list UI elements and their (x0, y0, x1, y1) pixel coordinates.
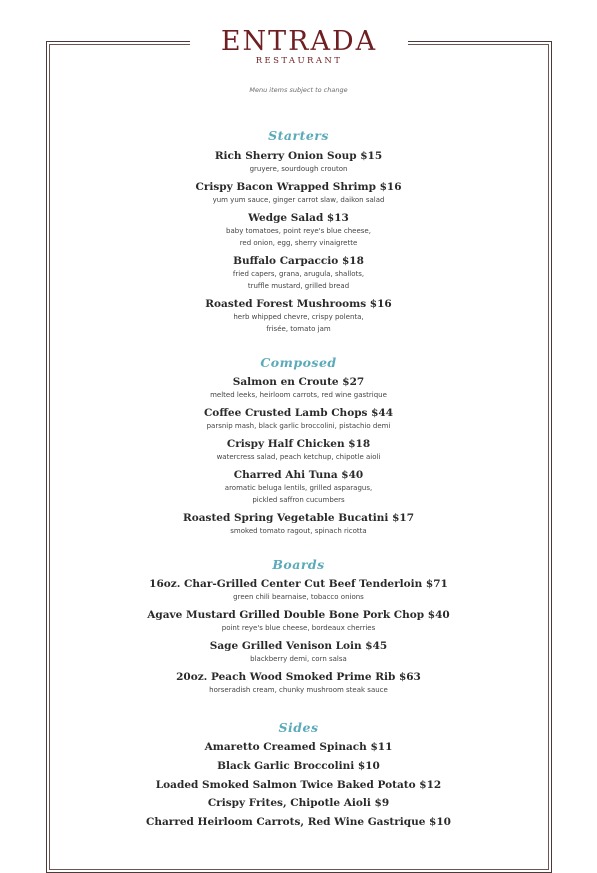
menu-item-description: baby tomatoes, point reye's blue cheese, (226, 227, 371, 235)
menu-item-description: smoked tomato ragout, spinach ricotta (230, 527, 367, 535)
menu-item (60, 212, 537, 249)
menu-item-description: parsnip mash, black garlic broccolini, pistachio demi (206, 422, 391, 430)
restaurant-name: ENTRADA (220, 26, 378, 57)
menu-item-name: Buffalo Carpaccio $18 (233, 255, 364, 267)
menu-item (60, 640, 537, 665)
menu-item (60, 150, 537, 175)
menu-item (60, 512, 537, 537)
menu-item-description: aromatic beluga lentils, grilled asparagus, (224, 484, 373, 492)
menu-item-description: red onion, egg, sherry vinaigrette (239, 239, 358, 247)
menu-item-name: Roasted Spring Vegetable Bucatini $17 (183, 512, 414, 524)
restaurant-logo (190, 24, 408, 72)
menu-item (60, 407, 537, 432)
menu-item-name: Charred Ahi Tuna $40 (233, 469, 364, 481)
menu-item-name: Crispy Bacon Wrapped Shrimp $16 (195, 181, 402, 193)
menu-item-name: Black Garlic Broccolini $10 (217, 760, 380, 772)
menu-item-description: gruyere, sourdough crouton (249, 165, 348, 173)
menu-item-description: truffle mustard, grilled bread (247, 282, 350, 290)
menu-item-description: point reye's blue cheese, bordeaux cherries (221, 624, 376, 632)
menu-item (60, 779, 537, 792)
menu-item (60, 741, 537, 754)
menu-note: Menu items subject to change (249, 86, 348, 94)
menu-item-description: fried capers, grana, arugula, shallots, (232, 270, 365, 278)
menu-item (60, 376, 537, 401)
section-title-composed: Composed (260, 355, 337, 370)
menu-item-name: Coffee Crusted Lamb Chops $44 (203, 407, 394, 419)
menu-item (60, 578, 537, 603)
restaurant-subtitle: RESTAURANT (255, 56, 343, 66)
menu-item-description: herb whipped chevre, crispy polenta, (233, 313, 364, 321)
menu-item-name: Amaretto Creamed Spinach $11 (204, 741, 393, 753)
menu-item-name: Agave Mustard Grilled Double Bone Pork Chop $40 (147, 609, 450, 621)
menu-item-name: Rich Sherry Onion Soup $15 (214, 150, 383, 162)
menu-item-name: Roasted Forest Mushrooms $16 (205, 298, 392, 310)
menu-item (60, 671, 537, 696)
menu-item-description: yum yum sauce, ginger carrot slaw, daikon salad (212, 196, 385, 204)
menu-item-description: green chili bearnaise, tobacco onions (233, 593, 364, 601)
menu-item-name: Crispy Frites, Chipotle Aioli $9 (207, 797, 390, 809)
menu-item (60, 760, 537, 773)
menu-item (60, 181, 537, 206)
menu-item-name: Wedge Salad $13 (248, 212, 349, 224)
section-title-boards: Boards (272, 557, 325, 572)
menu-item-name: Salmon en Croute $27 (232, 376, 365, 388)
menu-item (60, 298, 537, 335)
menu-item-name: Sage Grilled Venison Loin $45 (209, 640, 388, 652)
menu-item-description: horseradish cream, chunky mushroom steak sauce (209, 686, 388, 694)
menu-item-name: Crispy Half Chicken $18 (226, 438, 371, 450)
section-title-starters: Starters (268, 128, 329, 143)
menu-item-name: 16oz. Char-Grilled Center Cut Beef Tenderloin $71 (149, 578, 448, 590)
menu-item (60, 816, 537, 829)
menu-item-description: melted leeks, heirloom carrots, red wine gastrique (210, 391, 387, 399)
section-title-sides: Sides (278, 720, 319, 735)
menu-item-description: blackberry demi, corn salsa (250, 655, 347, 663)
menu-item-description: frisée, tomato jam (266, 325, 331, 333)
menu-item (60, 609, 537, 634)
menu-item (60, 797, 537, 810)
menu-item (60, 469, 537, 506)
menu-item-name: 20oz. Peach Wood Smoked Prime Rib $63 (176, 671, 421, 683)
menu-item-name: Charred Heirloom Carrots, Red Wine Gastrique $10 (146, 816, 451, 828)
menu-item-description: pickled saffron cucumbers (252, 496, 345, 504)
menu-item (60, 255, 537, 292)
menu-item-description: watercress salad, peach ketchup, chipotle aioli (216, 453, 381, 461)
menu-item-name: Loaded Smoked Salmon Twice Baked Potato $12 (155, 779, 442, 791)
menu-item (60, 438, 537, 463)
